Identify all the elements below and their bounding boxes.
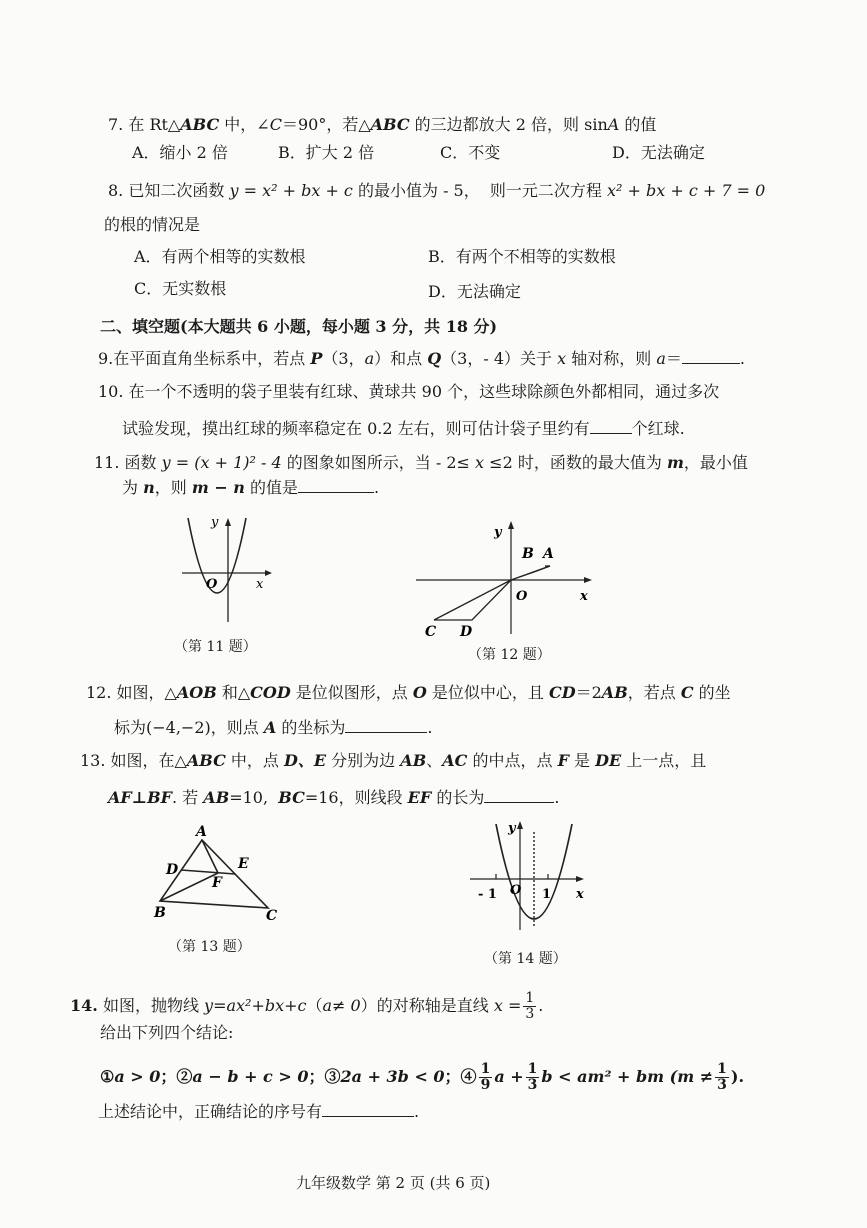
q12-line1: 12. 如图，△AOB 和△COD 是位似图形，点 O 是位似中心，且 CD＝2AB，若点 C 的坐 — [86, 683, 731, 702]
fig12-x-arrow — [584, 577, 592, 583]
q14-axis-fraction: $\frac{1}{3}$ — [525, 990, 535, 1022]
q7-option-b: B．扩大 2 倍 — [278, 143, 375, 162]
fig13-label-c: C — [266, 908, 278, 924]
fig11-graph — [176, 514, 286, 624]
q7-option-d: D．无法确定 — [612, 143, 705, 162]
q8-option-a: A．有两个相等的实数根 — [134, 247, 306, 266]
fig11-origin: O — [206, 577, 218, 592]
q8-stem-2: 的根的情况是 — [104, 215, 201, 234]
q9-answer-blank[interactable] — [682, 347, 740, 364]
q14-frac-1-3b: $\frac{1}{3}$ — [717, 1061, 727, 1093]
fig12-label-b: B — [522, 546, 534, 562]
q14-conclusions: ①a > 0；②a − b + c > 0；③2a + 3b < 0；④ $\frac{1}{9}$ a + $\frac{1}{3}$ b < am² + bm (m ≠ $\frac{1}{3}$ ). — [100, 1061, 745, 1093]
q14-line4: 上述结论中，正确结论的序号有 . — [98, 1102, 420, 1121]
fig14-x-label: x — [576, 887, 584, 902]
fig14-y-arrow — [517, 821, 523, 829]
q13-line1: 13. 如图，在△ABC 中，点 D、E 分别为边 AB、AC 的中点，点 F 是 DE 上一点，且 — [80, 751, 707, 770]
fig12-graph — [414, 516, 604, 646]
q12-answer-blank[interactable] — [345, 716, 427, 733]
q10-answer-blank[interactable] — [590, 417, 632, 434]
q7-option-c: C．不变 — [440, 143, 501, 162]
fig11-caption: （第 11 题） — [174, 639, 257, 655]
fig13-label-e: E — [238, 856, 249, 872]
fig12-label-c: C — [425, 624, 437, 640]
fig14-label-neg1: - 1 — [478, 887, 497, 902]
fig11-y-arrow — [225, 518, 231, 526]
q13-line2: AF⊥BF. 若 AB=10, BC=16，则线段 EF 的长为 . — [108, 788, 560, 807]
fig13-label-a: A — [196, 824, 207, 840]
q11-answer-blank[interactable] — [298, 476, 374, 493]
fig12-label-a: A — [543, 546, 554, 562]
fig12-caption: （第 12 题） — [468, 647, 551, 663]
fig11-x-label: x — [256, 577, 264, 592]
fig12-origin: O — [516, 589, 528, 604]
q14-frac-1-3a: $\frac{1}{3}$ — [527, 1061, 538, 1093]
fig11-y-label: y — [211, 515, 219, 530]
q7-stem: 7. 在 Rt△ABC 中，∠C＝90°，若△ABC 的三边都放大 2 倍，则 sinA 的值 — [108, 115, 657, 134]
q9-stem: 9.在平面直角坐标系中，若点 P（3，a）和点 Q（3，- 4）关于 x 轴对称，则 a＝ . — [98, 349, 745, 368]
fig14-origin: O — [510, 883, 522, 898]
section-heading: 二、填空题(本大题共 6 小题，每小题 3 分，共 18 分) — [100, 317, 498, 336]
q14-line1: 14. 如图，抛物线 y=ax²+bx+c（a≠ 0）的对称轴是直线 x = $\frac{1}{3}$ . — [70, 990, 544, 1022]
q10-line1: 10. 在一个不透明的袋子里装有红球、黄球共 90 个，这些球除颜色外都相同，通过多次 — [98, 382, 720, 401]
fig13-triangle — [152, 824, 292, 924]
q8-option-d: D．无法确定 — [428, 282, 521, 301]
q10-line2: 试验发现，摸出红球的频率稳定在 0.2 左右，则可估计袋子里约有 个红球. — [122, 419, 685, 438]
q8-option-b: B．有两个不相等的实数根 — [428, 247, 616, 266]
fig12-triangle-cod — [434, 580, 511, 620]
fig12-x-label: x — [580, 589, 588, 604]
fig14-caption: （第 14 题） — [484, 951, 567, 967]
fig14-y-label: y — [508, 821, 516, 836]
fig13-label-d: D — [166, 862, 179, 878]
q14-answer-blank[interactable] — [322, 1100, 414, 1117]
fig12-y-arrow — [508, 521, 514, 529]
fig13-label-b: B — [154, 905, 166, 921]
fig11-x-arrow — [265, 570, 272, 576]
q8-stem: 8. 已知二次函数 y = x² + bx + c 的最小值为 - 5， 则一元二次方程 x² + bx + c + 7 = 0 — [108, 181, 766, 200]
fig13-segment-de — [181, 870, 235, 874]
fig12-label-d: D — [460, 624, 473, 640]
fig14-x-arrow — [576, 876, 584, 882]
fig13-label-f: F — [212, 875, 222, 891]
q13-answer-blank[interactable] — [484, 786, 554, 803]
fig14-label-1: 1 — [542, 887, 552, 902]
q14-frac-1-9: $\frac{1}{9}$ — [480, 1061, 491, 1093]
q12-line2: 标为(−4,−2)，则点 A 的坐标为 . — [114, 718, 433, 737]
fig12-y-label: y — [494, 525, 502, 540]
fig13-segment-af — [202, 840, 218, 873]
q7-option-a: A．缩小 2 倍 — [132, 143, 228, 162]
page-footer: 九年级数学 第 2 页 (共 6 页) — [296, 1174, 491, 1192]
fig14-graph — [468, 818, 598, 938]
q11-line2: 为 n，则 m − n 的值是 . — [122, 478, 380, 497]
q11-line1: 11. 函数 y = (x + 1)² - 4 的图象如图所示，当 - 2≤ x ≤2 时，函数的最大值为 m，最小值 — [94, 453, 748, 472]
q8-option-c: C．无实数根 — [134, 279, 227, 298]
q14-line2: 给出下列四个结论: — [100, 1023, 234, 1042]
fig13-caption: （第 13 题） — [168, 939, 251, 955]
